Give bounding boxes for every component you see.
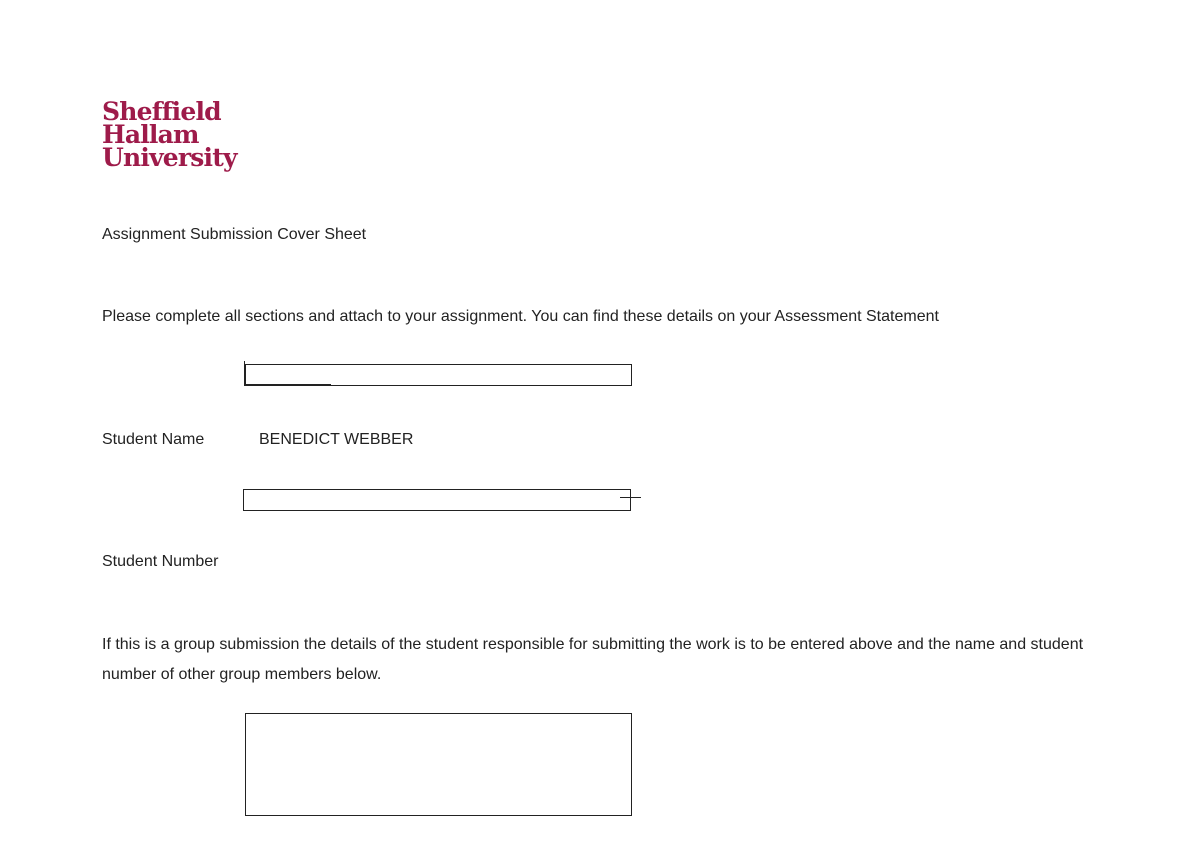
box-left-tick <box>244 361 245 386</box>
top-field-box[interactable] <box>245 364 632 386</box>
group-members-box[interactable] <box>245 713 632 816</box>
student-number-field-box[interactable] <box>243 489 631 511</box>
logo-line-2: Hallam <box>102 120 199 149</box>
box-extension-stub <box>620 497 641 498</box>
logo-line-3: University <box>102 143 237 172</box>
instructions-text: Please complete all sections and attach to your assignment. You can find these details on your Assessment Statement <box>102 308 939 325</box>
group-submission-note: If this is a group submission the details of the student responsible for submitting the work is to be entered above and the name and student number of other group members below. <box>102 636 1084 683</box>
student-name-value[interactable]: BENEDICT WEBBER <box>259 431 414 448</box>
logo-line-1: Sheffield <box>102 97 221 126</box>
box-underline-stub <box>245 384 331 385</box>
student-name-label: Student Name <box>102 431 205 448</box>
student-number-label: Student Number <box>102 553 219 570</box>
university-logo <box>102 97 252 172</box>
document-title: Assignment Submission Cover Sheet <box>102 226 367 243</box>
